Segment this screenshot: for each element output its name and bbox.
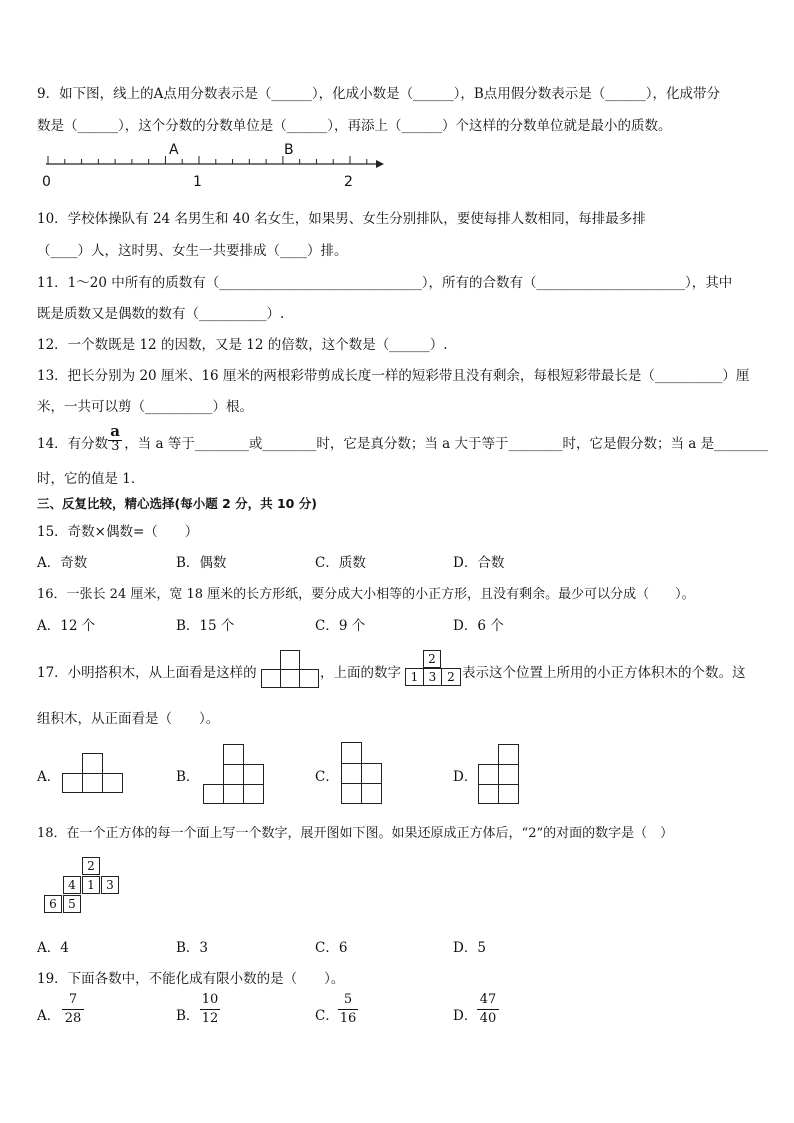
q18-option-d[interactable]: D．5 [453, 940, 486, 956]
frac-denominator: 16 [339, 1011, 357, 1026]
q18-option-c[interactable]: C．6 [315, 940, 348, 956]
q17-grid-num: 3 [423, 668, 442, 686]
q18-option-a[interactable]: A．4 [37, 940, 69, 956]
q17-part3: 表示这个位置上所用的小正方体积木的个数。这 [462, 665, 746, 681]
point-a-label: A [169, 142, 179, 158]
q17-option-b[interactable]: B． [176, 769, 200, 785]
q18-net-num: 1 [82, 876, 100, 894]
q19-stem: 19．下面各数中，不能化成有限小数的是（ ）。 [37, 971, 345, 987]
q17-option-d[interactable]: D． [453, 769, 478, 785]
q15-option-b[interactable]: B．偶数 [176, 555, 227, 571]
q16-option-d[interactable]: D．6 个 [453, 618, 504, 634]
q14-prefix: 14．有分数 [37, 436, 109, 452]
q16-stem: 16．一张长 24 厘米，宽 18 厘米的长方形纸，要分成大小相等的小正方形，且没有剩余。最少可以分成（ ）。 [37, 587, 695, 602]
q10-line2: （____）人，这时男、女生一共要排成（____）排。 [37, 243, 348, 259]
q19-option-b[interactable]: B． [176, 1008, 200, 1024]
q16-option-a[interactable]: A．12 个 [37, 618, 96, 634]
q14-frac-num: a [110, 421, 120, 440]
q14-line1 [37, 421, 769, 454]
q14-frac-den: 3 [111, 438, 120, 454]
q17-number-grid [405, 650, 461, 688]
q12-line1: 12．一个数既是 12 的因数，又是 12 的倍数，这个数是（______）. [37, 337, 448, 353]
q17-top-view [261, 650, 319, 688]
q18-cube-net [44, 857, 124, 915]
q11-line1: 11．1～20 中所有的质数有（______________________________），所有的合数有（______________________），其中 [37, 275, 733, 291]
q13-line2: 米，一共可以剪（__________）根。 [37, 399, 253, 415]
q17-grid-num: 2 [441, 668, 461, 686]
number-line [38, 140, 388, 192]
point-b-label: B [284, 142, 294, 158]
q18-net-num: 6 [44, 895, 62, 913]
q14-line2: 时，它的值是 1． [37, 471, 145, 487]
q17-line2: 组积木，从正面看是（ ）。 [37, 711, 220, 727]
q15-option-c[interactable]: C．质数 [315, 555, 366, 571]
q16-option-c[interactable]: C．9 个 [315, 618, 366, 634]
number-line-ticks [48, 156, 367, 164]
q17-option-a[interactable]: A． [37, 769, 61, 785]
q17-part1: 17．小明搭积木，从上面看是这样的 [37, 665, 257, 681]
q14-fraction [108, 421, 124, 454]
q10-line1: 10．学校体操队有 24 名男生和 40 名女生，如果男、女生分别排队，要使每排人数相同，每排最多排 [37, 211, 646, 227]
q19-option-a[interactable]: A． [37, 1008, 61, 1024]
frac-denominator: 28 [64, 1011, 82, 1026]
tick-label-1: 1 [193, 174, 202, 190]
q9-line1: 9．如下图，线上的A点用分数表示是（______），化成小数是（______），B点用假分数表示是（______），化成带分 [37, 86, 721, 102]
q15-option-d[interactable]: D．合数 [453, 555, 505, 571]
frac-denominator: 12 [201, 1011, 219, 1026]
tick-label-0: 0 [42, 174, 51, 190]
q18-net-num: 3 [101, 876, 119, 894]
q14-rest: ，当 a 等于________或________时，它是真分数；当 a 大于等于________时，它是假分数；当 a 是________ [124, 436, 769, 452]
q19-option-d-fraction[interactable] [477, 992, 499, 1027]
q18-net-num: 2 [82, 857, 100, 875]
q19-option-a-fraction[interactable] [62, 992, 84, 1027]
q9-line2: 数是（______），这个分数的分数单位是（______），再添上（______）个这样的分数单位就是最小的质数。 [37, 118, 672, 134]
q17-option-a-figure[interactable] [62, 753, 122, 793]
q18-net-num: 5 [63, 895, 81, 913]
frac-numerator: 10 [201, 992, 219, 1007]
frac-numerator: 47 [479, 992, 497, 1007]
q17-option-d-figure[interactable] [478, 744, 518, 804]
q16-option-b[interactable]: B．15 个 [176, 618, 235, 634]
frac-denominator: 40 [479, 1011, 497, 1026]
q18-option-b[interactable]: B．3 [176, 940, 209, 956]
q15-stem: 15．奇数×偶数=（ ） [37, 524, 199, 540]
q17-grid-num: 2 [423, 650, 441, 668]
q11-line2: 既是质数又是偶数的数有（__________）. [37, 306, 285, 322]
frac-numerator: 7 [68, 992, 78, 1007]
q19-option-b-fraction[interactable] [200, 992, 220, 1027]
q19-option-c-fraction[interactable] [338, 992, 358, 1027]
section3-title: 三、反复比较，精心选择(每小题 2 分，共 10 分) [37, 496, 317, 511]
q17-grid-num: 1 [405, 668, 424, 686]
tick-label-2: 2 [344, 174, 353, 190]
q18-stem: 18．在一个正方体的每一个面上写一个数字，展开图如下图。如果还原成正方体后，“2”的对面的数字是（ ） [37, 826, 674, 841]
q19-option-c[interactable]: C． [315, 1008, 339, 1024]
q19-option-d[interactable]: D． [453, 1008, 478, 1024]
q17-option-c-figure[interactable] [341, 742, 381, 804]
q17-option-c[interactable]: C． [315, 769, 339, 785]
q17-option-b-figure[interactable] [203, 744, 263, 804]
number-line-svg [38, 140, 388, 192]
q17-part2: ，上面的数字 [320, 665, 401, 681]
q13-line1: 13．把长分别为 20 厘米、16 厘米的两根彩带剪成长度一样的短彩带且没有剩余，每根短彩带最长是（__________）厘 [37, 368, 750, 384]
frac-numerator: 5 [343, 992, 353, 1007]
q15-option-a[interactable]: A．奇数 [37, 555, 88, 571]
q18-net-num: 4 [63, 876, 81, 894]
